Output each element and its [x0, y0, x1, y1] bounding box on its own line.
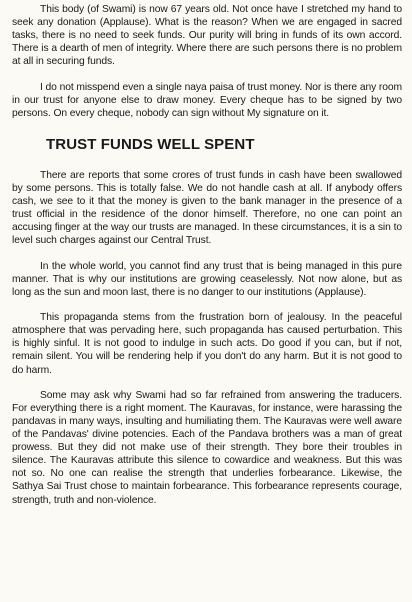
paragraph-propaganda: This propaganda stems from the frustration born of jealousy. In the peaceful atmosphere that was pervading here, such propaganda has caused perturbation. This is highly sinful. It is not good to indulge in such acts. Do good if you can, but if not, remain silent. You will be rendering help if you don't do any harm. But it is not good to do harm.	[12, 312, 402, 376]
paragraph-forbearance: Some may ask why Swami had so far refrained from answering the traducers. For everything there is a right moment. The Kauravas, for instance, were harassing the pandavas in many ways, insulting and humiliating them. The Kauravas were well aware of the Pandavas' divine potencies. Each of the Pandava brothers was a man of great prowess. But they did not make use of their strength. They bore their troubles in silence. The Kauravas attribute this silence to cowardice and weakness. But this was not so. No one can realise the strength that underlies forbearance. Likewise, the Sathya Sai Trust chose to maintain forbearance. This forbearance represents courage, strength, truth and non-violence.	[12, 389, 402, 506]
paragraph-pure-management: In the whole world, you cannot find any trust that is being managed in this pure manner. That is why our institutions are growing ceaselessly. Not now alone, but as long as the sun and moon last, there is no danger to our institutions (Applause).	[12, 260, 402, 298]
paragraph-swami-age: This body (of Swami) is now 67 years old. Not once have I stretched my hand to seek any donation (Applause). What is the reason? When we are engaged in sacred tasks, there is no need to seek funds. Our purity will bring in funds of its own accord. There is a dearth of men of integrity. Where there are such persons there is no problem at all in securing funds.	[12, 4, 402, 68]
paragraph-trust-money: I do not misspend even a single naya paisa of trust money. Nor is there any room in our trust for anyone else to draw money. Every cheque has to be signed by two persons. On every cheque, nobody can sign without My signature on it.	[12, 81, 402, 119]
paragraph-false-reports: There are reports that some crores of trust funds in cash have been swallowed by some persons. This is totally false. We do not handle cash at all. If anybody offers cash, we see to it that the money is given to the bank manager in the presence of a trust official in the residence of the donor himself. Therefore, no one can point an accusing finger at the way our trusts are managed. In these circumstances, it is a sin to level such charges against our Central Trust.	[12, 169, 402, 247]
section-heading: TRUST FUNDS WELL SPENT	[46, 135, 255, 153]
